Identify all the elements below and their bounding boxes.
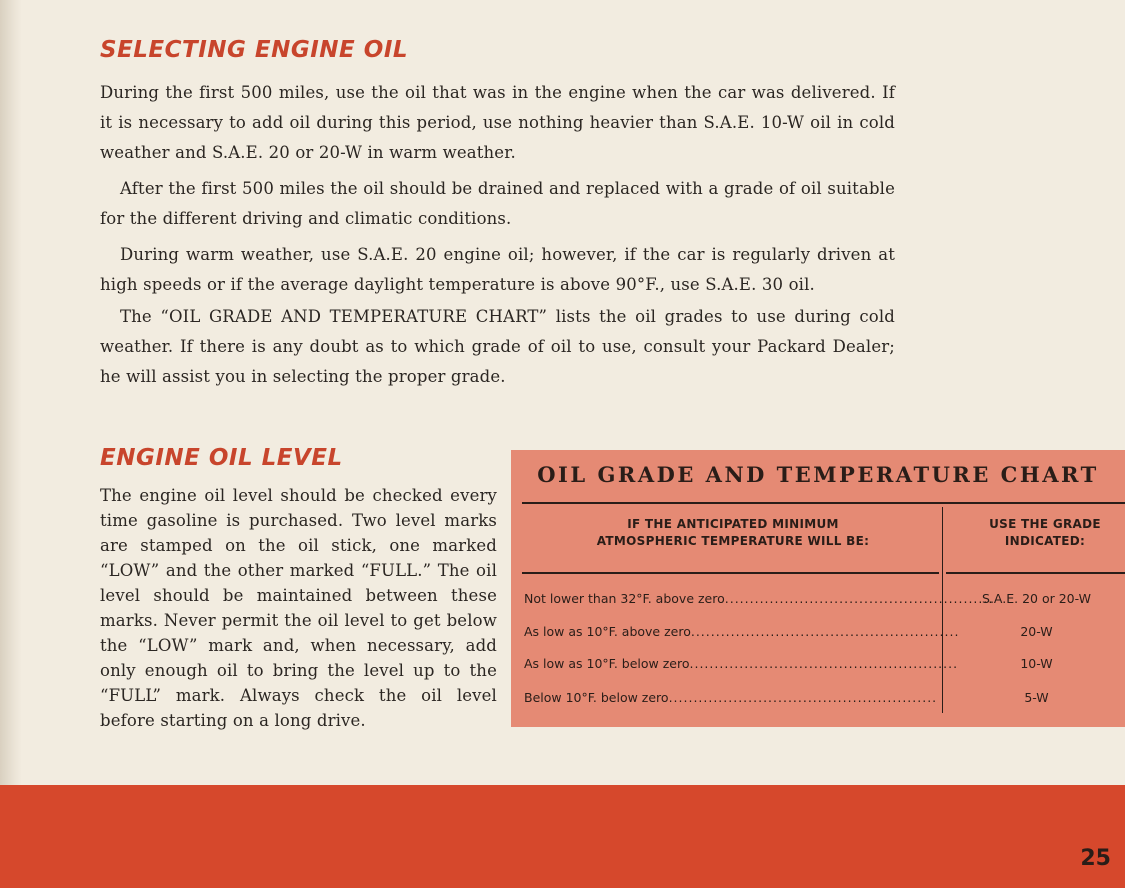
row-condition: As low as 10°F. above zero xyxy=(524,624,691,639)
table-row xyxy=(524,591,994,606)
table-row xyxy=(524,690,938,705)
table-row xyxy=(524,624,960,639)
chart-title: OIL GRADE AND TEMPERATURE CHART xyxy=(537,462,1099,487)
heading-engine-oil-level: ENGINE OIL LEVEL xyxy=(100,445,343,471)
leader-dots: ...................................................... xyxy=(689,656,959,671)
paragraph: After the first 500 miles the oil should be drained and replaced with a grade of oil suitable for the different driving and climatic conditions. xyxy=(100,179,895,228)
leader-dots: ...................................................... xyxy=(690,624,960,639)
row-condition: As low as 10°F. below zero xyxy=(524,656,690,671)
book-gutter xyxy=(0,0,22,888)
leader-dots: ...................................................... xyxy=(724,591,994,606)
page-number: 25 xyxy=(1080,846,1111,871)
row-grade: S.A.E. 20 or 20-W xyxy=(982,591,1091,606)
column-header-temperature: IF THE ANTICIPATED MINIMUM ATMOSPHERIC TEMPERATURE WILL BE: xyxy=(596,517,870,548)
divider xyxy=(522,502,1125,504)
row-grade: 10-W xyxy=(1020,656,1053,671)
row-grade: 5-W xyxy=(1024,690,1049,705)
divider xyxy=(946,572,1125,574)
paragraph: During warm weather, use S.A.E. 20 engine oil; however, if the car is regularly driven at high speeds or if the average daylight temperature is above 90°F., use S.A.E. 30 oil. xyxy=(100,245,895,294)
heading-selecting-engine-oil: SELECTING ENGINE OIL xyxy=(100,37,409,63)
column-header-grade: USE THE GRADE INDICATED: xyxy=(989,517,1101,548)
row-grade: 20-W xyxy=(1020,624,1053,639)
row-condition: Below 10°F. below zero xyxy=(524,690,669,705)
table-row xyxy=(524,656,959,671)
paragraph: The engine oil level should be checked every time gasoline is purchased. Two level marks are stamped on the oil stick, one marked “LOW” and the other marked “FULL.” The oil level should be maintained between these marks. Never permit the oil level to get below the “LOW” mark and, when necessary, add only enough oil to bring the level up to the “FULL” mark. Always check the oil level before starting on a long drive. xyxy=(100,486,497,730)
footer-band xyxy=(0,785,1125,888)
paragraph: The “OIL GRADE AND TEMPERATURE CHART” lists the oil grades to use during cold weather. If there is any doubt as to which grade of oil to use, consult your Packard Dealer; he will assist you in selecting the proper grade. xyxy=(100,307,895,386)
divider xyxy=(522,572,939,574)
row-condition: Not lower than 32°F. above zero xyxy=(524,591,725,606)
paragraph: During the first 500 miles, use the oil that was in the engine when the car was delivered. If it is necessary to add oil during this period, use nothing heavier than S.A.E. 10-W oil in cold weather and S.A.E. 20 or 20-W in warm weather. xyxy=(100,83,895,162)
oil-grade-chart xyxy=(511,450,1125,727)
leader-dots: ...................................................... xyxy=(668,690,938,705)
divider xyxy=(942,507,943,713)
